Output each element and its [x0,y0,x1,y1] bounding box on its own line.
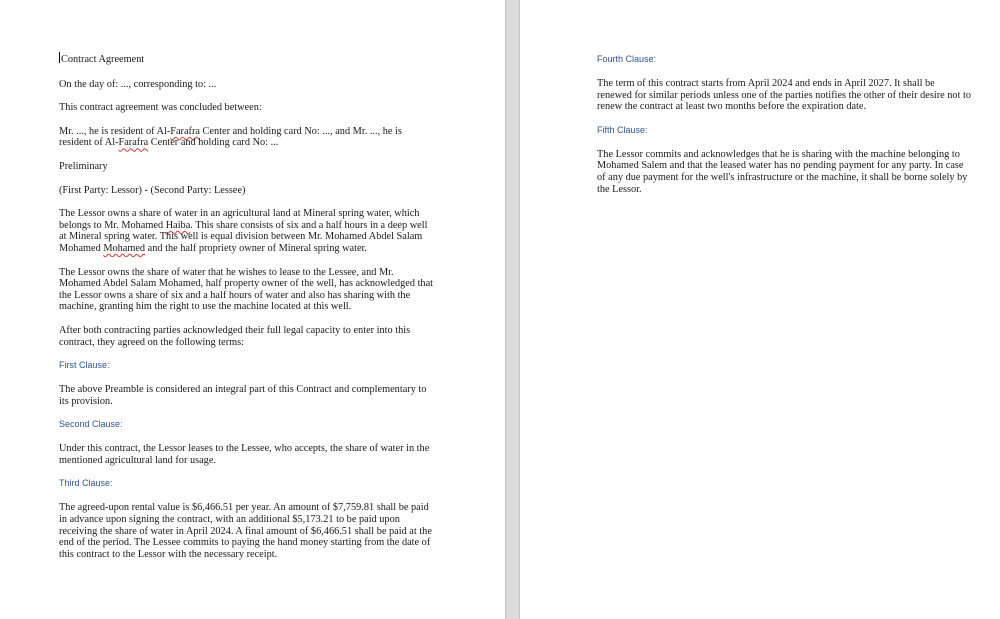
parties-line-part3: Center and holding card No: ... [148,137,279,149]
page-1-content [59,52,436,572]
ownership-part2: . This share consists of six and a half hours in a deep well at Mineral spring water. This well is equal division between Mr. Mohamed Abdel Salam Mohamed [59,219,428,254]
misspelled-word[interactable]: Mohamed [103,242,146,254]
second-clause-heading[interactable]: Second Clause: [59,419,123,430]
parties-line-part1: Mr. ..., he is resident of Al- [59,125,171,137]
third-clause-text[interactable]: The agreed-upon rental value is $6,466.51 per year. An amount of $7,759.81 shall be paid in advance upon signing the contract, with an additional $5,173.21 to be paid upon receiving the share of water in April 2024. A final amount of $6,466.51 shall be paid at the end of the period. The Lessee commits to paying the hand money starting from the date of this contract to the Lessor with the necessary receipt. [59,502,432,560]
paragraph-capacity[interactable]: After both contracting parties acknowledged their full legal capacity to enter into this contract, they agreed on the following terms: [59,324,411,348]
parties-roles[interactable]: (First Party: Lessor) - (Second Party: Lessee) [59,184,246,196]
parties-line-part2: Center and holding card No: ..., and Mr. ..., he is resident of Al- [59,125,402,149]
page-gutter [505,0,520,619]
ownership-part3: and the half propriety owner of Mineral spring water. [145,242,367,254]
parties-line[interactable] [59,126,436,149]
text-cursor [59,52,60,63]
page-2-content [597,54,972,207]
fifth-clause-heading[interactable]: Fifth Clause: [597,124,648,135]
misspelled-word[interactable]: Farafra [118,137,149,149]
document-title-text: Contract Agreement [61,54,145,65]
fourth-clause-text[interactable]: The term of this contract starts from April 2024 and ends in April 2027. It shall be renewed for similar periods unless one of the parties notifies the other of their desire not to renew the contract at least two months before the expiration date. [597,78,972,113]
document-title[interactable] [59,52,436,66]
misspelled-word[interactable]: Farafra [170,125,200,137]
first-clause-text[interactable]: The above Preamble is considered an integral part of this Contract and complementary to its provision. [59,384,427,407]
fourth-clause-heading[interactable]: Fourth Clause: [597,54,657,64]
misspelled-word[interactable]: Haiba [165,219,191,231]
concluded-line[interactable]: This contract agreement was concluded between: [59,102,262,114]
first-clause-heading[interactable]: First Clause: [59,360,110,371]
ownership-part1: The Lessor owns a share of water in an agricultural land at Mineral spring water, which belongs to Mr. Mohamed [59,208,420,231]
second-clause-text[interactable]: Under this contract, the Lessor leases to the Lessee, who accepts, the share of water in the mentioned agricultural land for usage. [59,443,430,466]
date-line[interactable]: On the day of: ..., corresponding to: ... [59,78,217,90]
fifth-clause-text[interactable]: The Lessor commits and acknowledges that he is sharing with the machine belonging to Mohamed Salem and that the leased water has no pending payment for any party. In case of any due payment for the well's infrastructure or the machine, it shall be borne solely by the Lessor. [597,148,968,195]
third-clause-heading[interactable]: Third Clause: [59,478,113,489]
paragraph-ownership[interactable] [59,208,436,254]
preliminary-label[interactable]: Preliminary [59,160,108,172]
page-2[interactable] [520,0,1000,619]
paragraph-lease[interactable]: The Lessor owns the share of water that he wishes to lease to the Lessee, and Mr. Mohamed Abdel Salam Mohamed, half property owner of the well, has acknowledged that the Lessor owns a share of six and a half hours of water and also has sharing with the machine, granting him the right to use the machine located at this well. [59,266,434,313]
